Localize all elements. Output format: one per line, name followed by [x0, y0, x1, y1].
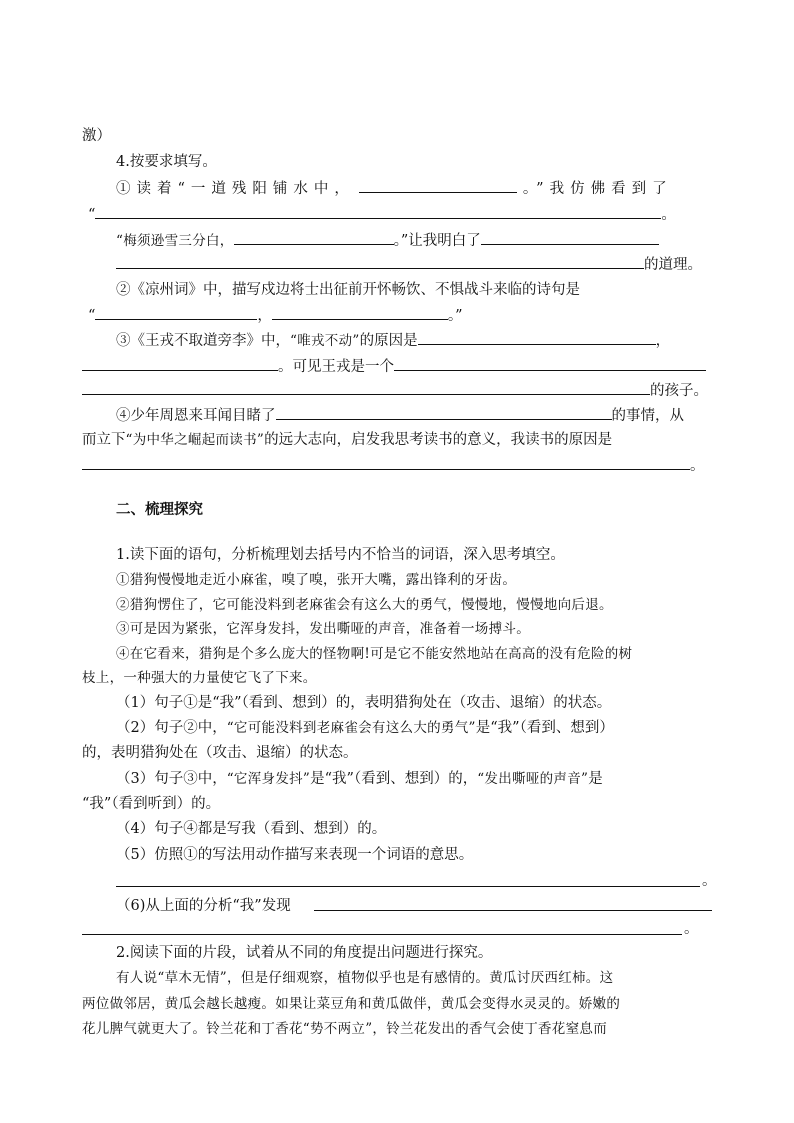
answer-blank-14[interactable]	[116, 886, 700, 887]
q4-line9: 的孩子。	[82, 380, 708, 401]
section-heading: 二、梳理探究	[116, 501, 203, 518]
passage-line-3: 花儿脾气就更大了。铃兰花和丁香花“势不两立”，铃兰花发出的香气会使丁香花窒息而	[82, 1021, 608, 1037]
sentence-3: ③可是因为紧张，它浑身发抖，发出嘶哑的声音，准备着一场搏斗。	[116, 621, 530, 637]
q4-line10: ④少年周恩来耳闻目睹了 的事情，从	[116, 405, 684, 426]
question-4-title: 4.按要求填写。	[116, 154, 217, 170]
question-2-title: 2.阅读下面的片段，试着从不同的角度提出问题进行探究。	[116, 945, 493, 961]
subq-1: （1）句子①是“我”（看到、想到）的，表明猎狗处在（攻击、退缩）的状态。	[116, 695, 612, 711]
q4-line6: “ ， 。”	[88, 305, 463, 326]
q4-line5: ②《凉州词》中，描写戍边将士出征前开怀畅饮、不惧战斗来临的诗句是	[116, 282, 580, 298]
answer-blank-7[interactable]	[272, 305, 448, 320]
q4-line4: 的道理。	[116, 254, 702, 275]
answer-blank-1[interactable]	[359, 178, 517, 193]
subq-5-end: 。	[702, 873, 717, 889]
q4-line11: 而立下“为中华之崛起而读书”的远大志向，启发我思考读书的意义，我读书的原因是	[82, 432, 613, 448]
q4-line8: 。可见王戎是一个	[82, 356, 706, 377]
answer-blank-2[interactable]	[95, 204, 661, 219]
answer-blank-8[interactable]	[418, 330, 656, 345]
answer-blank-4[interactable]	[481, 230, 659, 245]
answer-blank-15[interactable]	[314, 910, 712, 911]
subq-6: （6)从上面的分析“我”发现	[116, 898, 291, 914]
sentence-4-line2: 枝上，一种强大的力量使它飞了下来。	[82, 670, 317, 686]
answer-blank-6[interactable]	[95, 305, 257, 320]
q4-line2: “ 。	[88, 204, 676, 225]
answer-blank-12[interactable]	[276, 405, 612, 420]
q4-line1: ①读着“一道残阳铺水中， 。”我仿佛看到了	[116, 178, 673, 199]
answer-blank-9[interactable]	[82, 356, 278, 371]
sentence-4-line1: ④在它看来，猎狗是个多么庞大的怪物啊!可是它不能安然地站在高高的没有危险的树	[116, 646, 633, 662]
answer-blank-13[interactable]	[82, 455, 690, 470]
answer-blank-11[interactable]	[82, 380, 650, 395]
sentence-1: ①猎狗慢慢地走近小麻雀，嗅了嗅，张开大嘴，露出锋利的牙齿。	[116, 572, 517, 588]
subq-3-cont: “我”（看到听到）的。	[82, 796, 221, 812]
q4-line7: ③《王戎不取道旁李》中，“唯戎不动”的原因是 ，	[116, 330, 670, 351]
subq-6-end: 。	[684, 921, 699, 937]
subq-3: （3）句子③中，“它浑身发抖”是“我”（看到、想到）的，“发出嘶哑的声音”是	[116, 771, 603, 787]
answer-blank-5[interactable]	[116, 254, 644, 269]
subq-4: （4）句子④都是写我（看到、想到）的。	[116, 821, 387, 837]
subq-2: （2）句子②中，“它可能没料到老麻雀会有这么大的勇气”是“我”（看到、想到）	[116, 720, 614, 736]
subq-2-cont: 的，表明猎狗处在（攻击、退缩）的状态。	[82, 745, 358, 761]
sentence-2: ②猎狗愣住了，它可能没料到老麻雀会有这么大的勇气，慢慢地，慢慢地向后退。	[116, 597, 613, 613]
previous-text-tail: 激）	[82, 128, 111, 144]
question-1-title: 1.读下面的语句，分析梳理划去括号内不恰当的词语，深入思考填空。	[116, 547, 565, 563]
passage-line-2: 两位做邻居，黄瓜会越长越瘦。如果让菜豆角和黄瓜做伴，黄瓜会变得水灵灵的。娇嫩的	[82, 996, 621, 1012]
subq-5: （5）仿照①的写法用动作描写来表现一个词语的意思。	[116, 847, 474, 863]
answer-blank-16[interactable]	[82, 934, 682, 935]
q4-line3: “梅须逊雪三分白， 。”让我明白了	[116, 230, 659, 251]
answer-blank-10[interactable]	[394, 356, 706, 371]
answer-blank-3[interactable]	[234, 230, 394, 245]
passage-line-1: 有人说“草木无情”，但是仔细观察，植物似乎也是有感情的。黄瓜讨厌西红柿。这	[116, 970, 614, 986]
q4-line12: 。	[82, 455, 705, 476]
